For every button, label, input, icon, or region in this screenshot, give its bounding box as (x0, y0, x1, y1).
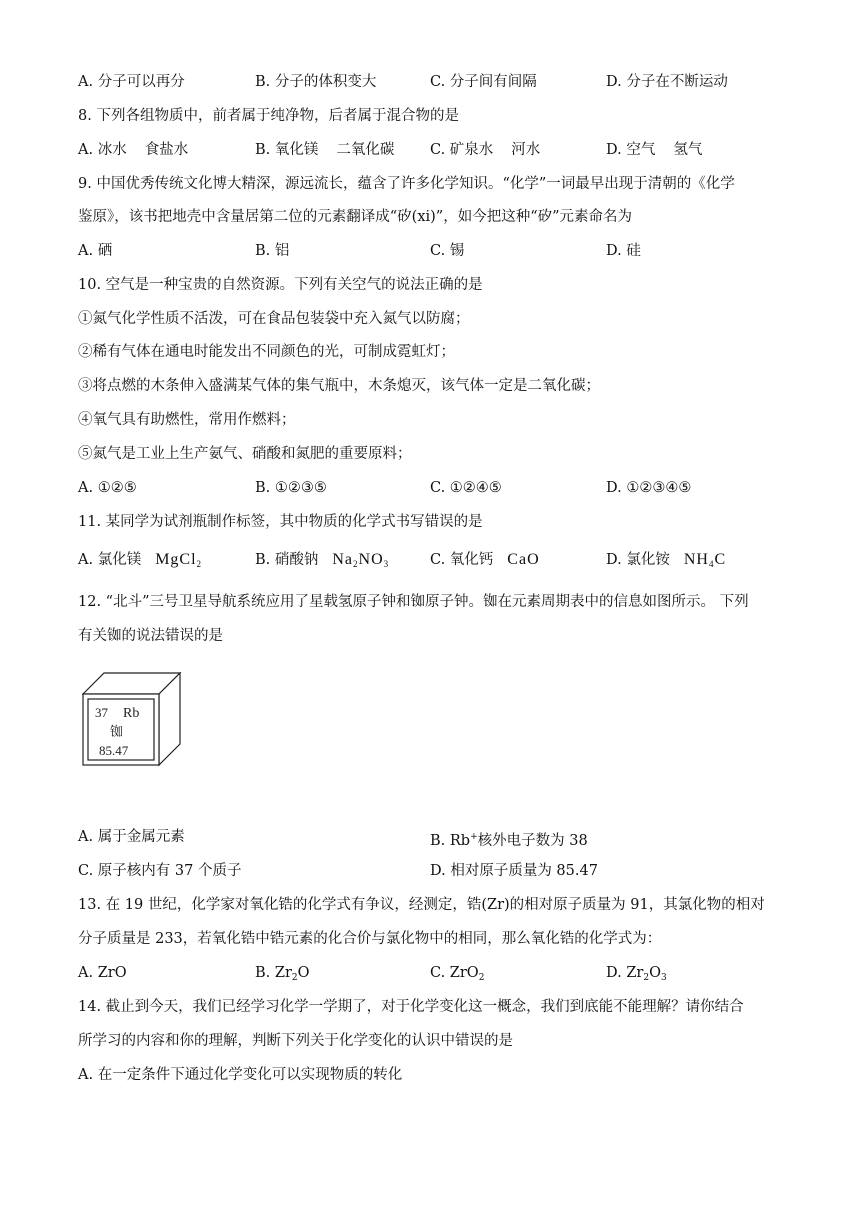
formula-na2no3: $Na_2NO_3$ (332, 551, 390, 569)
q12-stem-line1: 12. “北斗”三号卫星导航系统应用了星载氢原子钟和铷原子钟。铷在元素周期表中的信息如图所示。 下列 (78, 594, 749, 610)
q8-option-a: A. 冰水 食盐水 (78, 142, 189, 158)
q8-option-d: D. 空气 氢气 (606, 142, 703, 158)
q14-stem-line2: 所学习的内容和你的理解，判断下列关于化学变化的认识中错误的是 (78, 1033, 513, 1049)
q10-statement-5: ⑤氮气是工业上生产氨气、硝酸和氮肥的重要原料； (78, 446, 412, 462)
formula-cao: CaO (507, 551, 540, 568)
q10-option-a: A. ①②⑤ (78, 480, 137, 496)
q11-stem: 11. 某同学为试剂瓶制作标签，其中物质的化学式书写错误的是 (78, 514, 483, 530)
q14-option-a: A. 在一定条件下通过化学变化可以实现物质的转化 (78, 1067, 403, 1083)
q12-stem-line2: 有关铷的说法错误的是 (78, 628, 223, 644)
q12-option-b: B. Rb+核外电子数为 38 (430, 832, 588, 849)
q9-stem-line2: 鉴原》，该书把地壳中含量居第二位的元素翻译成“矽(xi)”，如今把这种“矽”元素命名为 (78, 209, 633, 225)
q8-option-c: C. 矿泉水 河水 (430, 142, 541, 158)
element-name: 铷 (110, 725, 124, 740)
q7-option-a: A. 分子可以再分 (78, 74, 185, 90)
element-number: 37 (95, 705, 108, 720)
q10-statement-3: ③将点燃的木条伸入盛满某气体的集气瓶中，木条熄灭，该气体一定是二氧化碳； (78, 378, 600, 394)
q12-option-c: C. 原子核内有 37 个质子 (78, 863, 242, 879)
q9-option-b: B. 铝 (255, 243, 290, 259)
q11-option-d: D. 氯化铵 $NH_4C$ (606, 551, 727, 569)
q12-option-d: D. 相对原子质量为 85.47 (430, 863, 598, 879)
q9-option-a: A. 硒 (78, 243, 113, 259)
q12-option-a: A. 属于金属元素 (78, 829, 185, 845)
q10-stem: 10. 空气是一种宝贵的自然资源。下列有关空气的说法正确的是 (78, 277, 483, 293)
q10-statement-1: ①氮气化学性质不活泼，可在食品包装袋中充入氮气以防腐； (78, 311, 470, 327)
q10-option-d: D. ①②③④⑤ (606, 480, 692, 496)
q10-statement-2: ②稀有气体在通电时能发出不同颜色的光，可制成霓虹灯； (78, 344, 455, 360)
q9-stem-line1: 9. 中国优秀传统文化博大精深，源远流长，蕴含了许多化学知识。“化学”一词最早出现于清朝的《化学 (78, 176, 735, 192)
q13-stem-line2: 分子质量是 233，若氧化锆中锆元素的化合价与氯化物中的相同，那么氧化锆的化学式为： (78, 931, 662, 947)
q7-option-b: B. 分子的体积变大 (255, 74, 377, 90)
q8-stem: 8. 下列各组物质中，前者属于纯净物，后者属于混合物的是 (78, 108, 459, 124)
q11-option-c: C. 氧化钙 CaO (430, 551, 540, 568)
q8-option-b: B. 氧化镁 二氧化碳 (255, 142, 395, 158)
q11-option-b: B. 硝酸钠 $Na_2NO_3$ (255, 551, 390, 569)
element-box-3d (82, 672, 182, 768)
formula-nh4c: $NH_4C$ (683, 551, 727, 569)
element-mass: 85.47 (99, 743, 129, 758)
q9-option-c: C. 锡 (430, 243, 465, 259)
q11-option-a: A. 氯化镁 MgCl$_2$ (78, 551, 203, 569)
q9-option-d: D. 硅 (606, 243, 641, 259)
q13-stem-line1: 13. 在 19 世纪，化学家对氧化锆的化学式有争议，经测定，锆(Zr)的相对原子质量为 91，其氯化物的相对 (78, 897, 765, 913)
q13-option-a: A. ZrO (78, 965, 127, 981)
q10-option-b: B. ①②③⑤ (255, 480, 327, 496)
q10-option-c: C. ①②④⑤ (430, 480, 502, 496)
element-symbol: Rb (123, 706, 140, 721)
element-card-rubidium (82, 672, 182, 768)
q7-option-d: D. 分子在不断运动 (606, 74, 728, 90)
q13-option-d: D. $Zr_2O_3$ (606, 965, 667, 983)
q14-stem-line1: 14. 截止到今天，我们已经学习化学一学期了，对于化学变化这一概念，我们到底能不能理解？请你结合 (78, 999, 744, 1015)
q7-option-c: C. 分子间有间隔 (430, 74, 537, 90)
q13-option-c: C. ZrO$_2$ (430, 965, 485, 983)
q13-option-b: B. $Zr_2O$ (255, 965, 310, 983)
q10-statement-4: ④氧气具有助燃性，常用作燃料； (78, 412, 296, 428)
formula-mgcl2: MgCl$_2$ (155, 551, 203, 569)
